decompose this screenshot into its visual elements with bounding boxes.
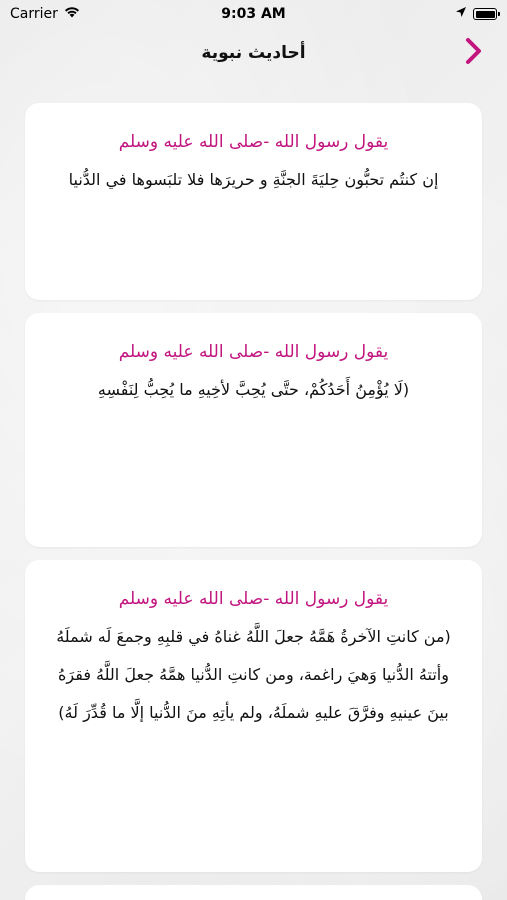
hadith-card[interactable]	[25, 103, 482, 300]
status-right	[455, 6, 497, 22]
status-time: 9:03 AM	[221, 6, 286, 22]
status-left	[10, 6, 80, 22]
page-title: أحاديث نبوية	[201, 43, 306, 63]
nav-bar	[0, 28, 507, 78]
hadith-header: يقول رسول الله -صلى الله عليه وسلم	[118, 342, 389, 362]
hadith-text: (من كانتِ الآخرةُ هَمَّهُ جعلَ اللَّهُ غناهُ في قلبِهِ وجمعَ لَه شملَهُ وأتتهُ الدُّنيا وَهيَ راغمة، ومن كانتِ الدُّنيا همَّهُ جعلَ اللَّهُ فقرَهُ بينَ عينيهِ وفرَّقَ عليهِ شملَهُ، ولم يأتِهِ منَ الدُّنيا إلَّا ما قُدِّرَ لَهُ)	[56, 627, 451, 722]
hadith-card-partial[interactable]	[25, 885, 482, 900]
location-arrow-icon	[455, 6, 467, 22]
hadith-header: يقول رسول الله -صلى الله عليه وسلم	[118, 589, 389, 609]
hadith-text: إن كنتُم تحبُّون حِليَةَ الجنَّةِ و حريرَها فلا تلبَسوها في الدُّنيا	[68, 170, 439, 189]
status-bar	[0, 0, 507, 28]
chevron-right-icon	[464, 37, 484, 69]
hadith-list	[25, 103, 482, 900]
hadith-text: (لَا يُؤْمِنُ أَحَدُكُمْ، حتَّى يُحِبَّ لأخِيهِ ما يُحِبُّ لِنَفْسِهِ	[97, 380, 410, 399]
carrier-label: Carrier	[10, 6, 58, 22]
back-button[interactable]	[459, 38, 489, 68]
hadith-card[interactable]	[25, 313, 482, 547]
wifi-icon	[64, 6, 80, 22]
hadith-header: يقول رسول الله -صلى الله عليه وسلم	[118, 132, 389, 152]
battery-icon	[473, 8, 497, 20]
hadith-card[interactable]	[25, 560, 482, 872]
